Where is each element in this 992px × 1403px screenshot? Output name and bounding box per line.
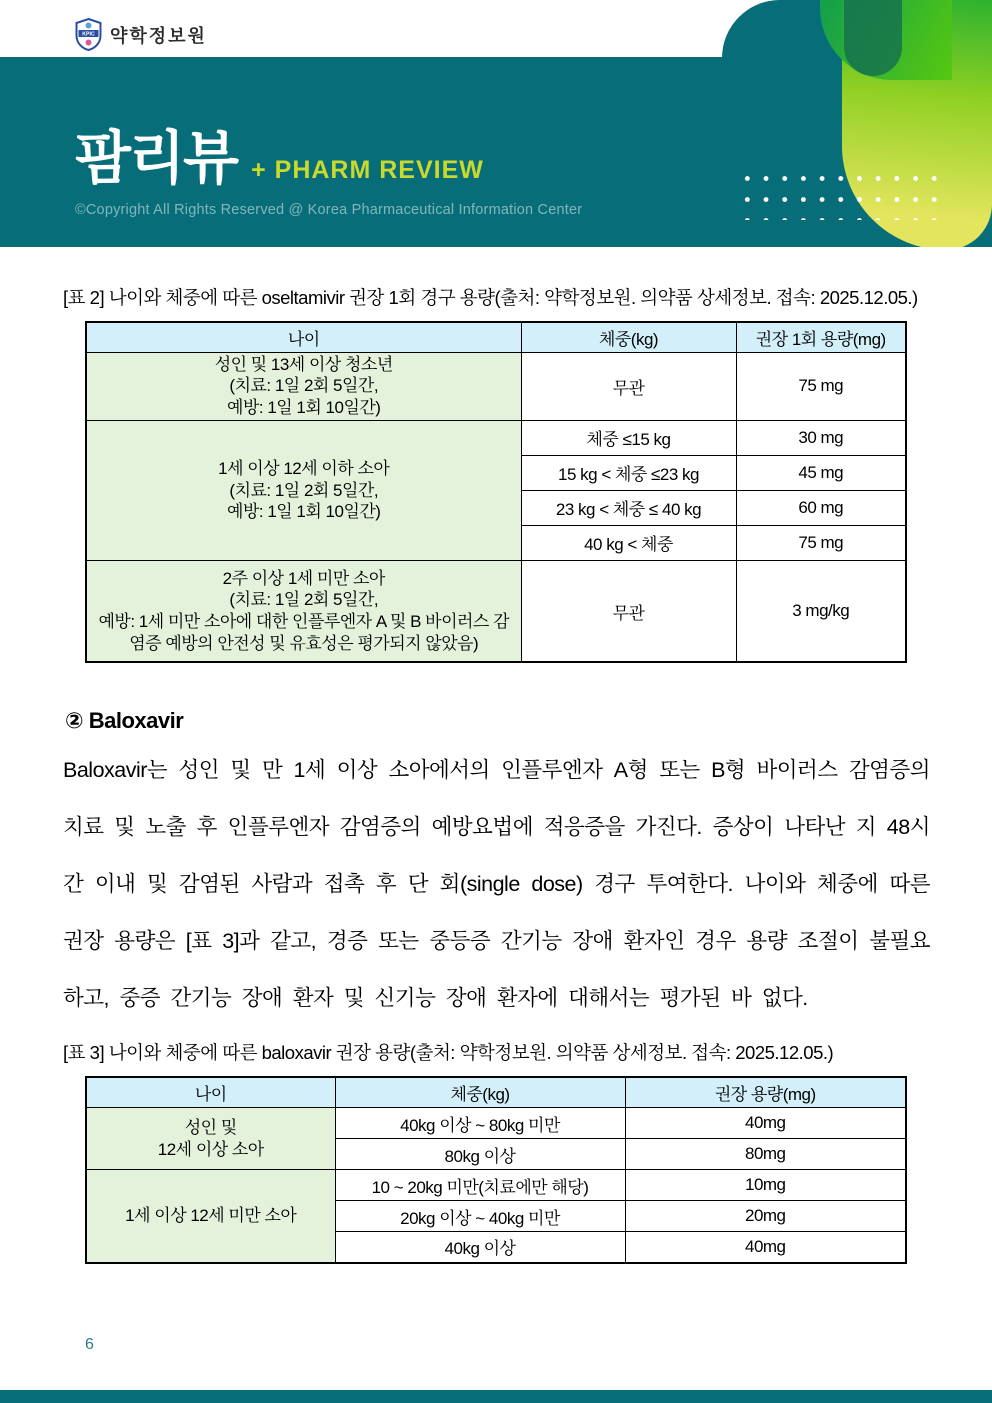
weight-cell: 40 kg < 체중 [521,525,736,560]
weight-cell: 15 kg < 체중 ≤23 kg [521,455,736,490]
age-line: 1세 이상 12세 이하 소아 [218,458,390,478]
table2-header-dose: 권장 1회 용량(mg) [736,322,906,352]
table-row [86,1108,906,1139]
weight-cell: 40kg 이상 ~ 80kg 미만 [335,1108,625,1139]
footer-bar [0,1390,992,1403]
table3-caption: [표 3] 나이와 체중에 따른 baloxavir 권장 용량(출처: 약학정보원. 의약품 상세정보. 접속: 2025.12.05.) [63,1042,834,1064]
weight-cell: 무관 [521,352,736,420]
dose-cell: 40mg [625,1108,906,1139]
age-cell-adult12 [86,1108,335,1170]
age-line: 성인 및 [184,1117,237,1137]
age-line: (치료: 1일 2회 5일간, [229,480,379,500]
svg-text:KPIC: KPIC [82,31,95,38]
weight-cell: 10 ~ 20kg 미만(치료에만 해당) [335,1170,625,1201]
table-row [86,352,906,420]
dose-cell: 30 mg [736,420,906,455]
weight-cell: 20kg 이상 ~ 40kg 미만 [335,1201,625,1232]
table3-header-row [86,1077,906,1108]
dot-grid-pattern [735,164,937,220]
age-line: (치료: 1일 2회 5일간, [229,590,379,610]
age-line: 성인 및 13세 이상 청소년 [214,354,393,374]
age-line: 12세 이상 소아 [157,1139,264,1159]
dose-cell: 3 mg/kg [736,560,906,662]
baloxavir-dose-table [85,1076,907,1264]
document-body [0,247,992,1264]
age-line: (치료: 1일 2회 5일간, [229,376,379,396]
page-header [0,0,992,247]
age-cell-child12 [86,1170,335,1263]
table3-header-dose: 권장 용량(mg) [625,1077,906,1108]
kpic-logo-block [75,18,207,51]
kpic-shield-icon [75,18,102,51]
age-line: 2주 이상 1세 미만 소아 [222,568,385,588]
weight-cell: 체중 ≤15 kg [521,420,736,455]
corner-overlap-shape [844,0,902,76]
dose-cell: 60 mg [736,490,906,525]
weight-cell: 23 kg < 체중 ≤ 40 kg [521,490,736,525]
baloxavir-paragraph: Baloxavir는 성인 및 만 1세 이상 소아에서의 인플루엔자 A형 또는 B형 바이러스 감염증의 치료 및 노출 후 인플루엔자 감염증의 예방요법에 적응증을 가진다. 증상이 나타난 지 48시간 이내 및 감염된 사람과 접촉 후 단 회(single dose) 경구 투여한다. 나이와 체중에 따른 권장 용량은 [표 3]과 같고, 경증 또는 중등증 간기능 장애 환자인 경우 용량 조절이 불필요하고, 중증 간기능 장애 환자 및 신기능 장애 환자에 대해서는 평가된 바 없다. [63,758,930,1011]
dose-cell: 10mg [625,1170,906,1201]
dose-cell: 40mg [625,1232,906,1263]
age-line: 예방: 1일 1회 10일간) [227,398,381,418]
age-cell-adult [86,352,521,420]
table3-header-weight: 체중(kg) [335,1077,625,1108]
weight-cell: 40kg 이상 [335,1232,625,1263]
dose-cell: 80mg [625,1139,906,1170]
page-subtitle: + PHARM REVIEW [251,156,484,184]
table2-header-age: 나이 [86,322,521,352]
age-line: 1세 이상 12세 미만 소아 [125,1205,297,1225]
table2-header-weight: 체중(kg) [521,322,736,352]
banner-text-block [75,126,583,218]
dose-cell: 20mg [625,1201,906,1232]
table-row [86,1170,906,1201]
section-heading-baloxavir: ② Baloxavir [65,708,184,734]
age-cell-child [86,420,521,560]
copyright-text: ©Copyright All Rights Reserved @ Korea Pharmaceutical Information Center [75,202,583,218]
dose-cell: 45 mg [736,455,906,490]
age-line: 예방: 1세 미만 소아에 대한 인플루엔자 A 및 B 바이러스 감염증 예방의 안전성 및 유효성은 평가되지 않았음) [98,612,509,653]
page-title: 팜리뷰 [75,126,238,191]
table3-header-age: 나이 [86,1077,335,1108]
age-cell-infant [86,560,521,662]
table-row [86,560,906,662]
age-line: 예방: 1일 1회 10일간) [227,502,381,522]
dose-cell: 75 mg [736,352,906,420]
logo-text: 약학정보원 [110,25,207,46]
page-number: 6 [85,1336,94,1353]
table2-header-row [86,322,906,352]
dose-cell: 75 mg [736,525,906,560]
weight-cell: 무관 [521,560,736,662]
weight-cell: 80kg 이상 [335,1139,625,1170]
table2-caption: [표 2] 나이와 체중에 따른 oseltamivir 권장 1회 경구 용량(출처: 약학정보원. 의약품 상세정보. 접속: 2025.12.05.) [63,287,918,308]
oseltamivir-dose-table [85,321,907,663]
table-row [86,420,906,455]
